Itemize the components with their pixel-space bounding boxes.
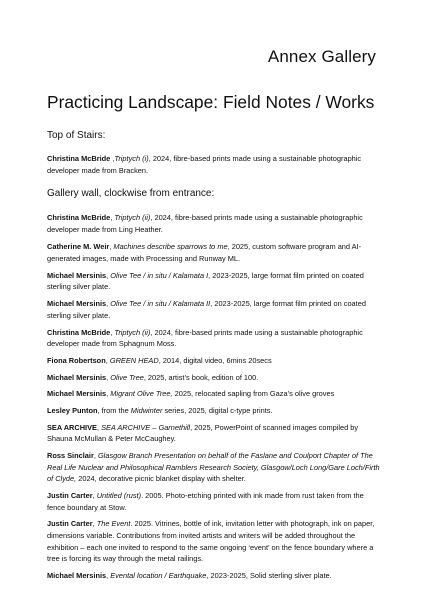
artist-name: SEA ARCHIVE: [47, 422, 97, 432]
exhibit-entry: [47, 405, 381, 417]
work-details: , 2025, artist’s book, edition of 100.: [143, 372, 259, 382]
artist-name: Justin Carter: [47, 491, 93, 501]
work-details: , 2025, PowerPoint of scanned images compiled by Shauna McMullan & Peter McCaughey.: [47, 422, 359, 444]
entry-list-stairs: [47, 153, 381, 176]
exhibit-entry: [47, 570, 381, 582]
artist-name: Fiona Robertson: [47, 356, 106, 366]
entry-separator: ,: [109, 242, 114, 252]
exhibit-entry: [47, 153, 381, 176]
work-title: Triptych (ii): [114, 213, 151, 222]
entry-separator: ,: [110, 154, 115, 163]
exhibit-entry: [47, 298, 381, 321]
entry-separator: ,: [92, 491, 97, 501]
work-details: , 2023-2025, large format film printed on coated sterling silver plate.: [47, 270, 364, 292]
entry-list-gallery-wall: [47, 212, 381, 581]
work-title: Untitled (rust): [96, 491, 142, 501]
entry-separator: ,: [92, 519, 97, 529]
work-details: 2025, relocated sapling from Gaza’s olive groves: [172, 389, 335, 399]
work-title: Olive Tee / in situ / Kalamata II: [110, 299, 211, 309]
work-details: , 2023-2025, Solid sterling sliver plate.: [206, 570, 332, 580]
work-title: Triptych (ii): [114, 327, 151, 337]
work-title: Migrant Olive Tree,: [110, 389, 173, 399]
entry-separator: ,: [106, 299, 111, 309]
work-details: . 2025. Vitrines, bottle of ink, invitation letter with photograph, ink on paper, dimensions variable. Contributions from invited artists and writers will be added throughout the exhibition – each one invited to respond to the same ongoing ‘event’ on the fence boundary where a tree is forcing its way through the metal railings.: [47, 519, 375, 564]
artist-name: Michael Mersinis: [47, 570, 107, 580]
work-title: Olive Tee / in situ / Kalamata I: [110, 270, 209, 280]
work-details: . 2005. Photo-etching printed with ink made from rust taken from the fence boundary at Stow.: [47, 491, 364, 512]
work-title: Olive Tree: [110, 372, 144, 382]
artist-name: Michael Mersinis: [47, 299, 107, 309]
exhibit-entry: [47, 327, 381, 350]
artist-name: Christina McBride: [47, 327, 111, 337]
entry-separator: ,: [93, 451, 98, 461]
work-title: Glasgow Branch Presentation on behalf of the Faslane and Coulport Chapter of The Real Life Nuclear and Philosophical Ramblers Research Society, Glasgow/Loch Long/Gare Loch/Firth of Clyde,: [47, 451, 380, 484]
work-title: The Event: [96, 519, 131, 529]
exhibit-entry: [47, 270, 381, 293]
work-title: Evental location / Earthquake: [110, 570, 207, 580]
gallery-name: Annex Gallery: [267, 47, 376, 66]
exhibit-entry: [47, 212, 381, 235]
entry-separator: ,: [106, 270, 111, 280]
work-details: , 2025, custom software program and AI-generated images, made with Processing and Runway ML.: [47, 242, 362, 263]
work-details: , 2014, digital video, 6mins 20secs: [158, 356, 272, 366]
work-details: , 2023-2025, large format film printed on coated sterling silver plate.: [47, 299, 366, 320]
artist-name: Michael Mersinis: [47, 372, 107, 382]
entry-separator: ,: [106, 570, 111, 580]
artist-name: Christina McBride: [47, 213, 111, 222]
section-heading-gallery-wall: Gallery wall, clockwise from entrance:: [47, 188, 215, 199]
artist-name: Justin Carter: [47, 519, 93, 529]
exhibit-entry: [47, 422, 381, 445]
work-title: GREEN HEAD: [109, 356, 159, 366]
entry-separator: ,: [96, 422, 102, 432]
artist-name: Lesley Punton: [47, 406, 98, 416]
artist-name: Catherine M. Weir: [47, 242, 110, 252]
artist-name: Michael Mersinis: [47, 389, 107, 399]
entry-separator: ,: [110, 327, 115, 337]
exhibit-entry: [47, 388, 381, 400]
exhibit-entry: [47, 241, 381, 264]
exhibit-entry: [47, 372, 381, 384]
entry-separator: , from the: [97, 406, 131, 416]
work-title: SEA ARCHIVE – Garnethill: [101, 422, 191, 432]
exhibit-entry: [47, 518, 381, 564]
work-details: 2024, decorative picnic blanket display with shelter.: [76, 474, 246, 484]
artist-name: Christina McBride: [47, 154, 111, 163]
entry-separator: ,: [105, 356, 110, 366]
section-heading-stairs: Top of Stairs:: [47, 130, 106, 141]
entry-separator: ,: [106, 372, 111, 382]
work-title: Triptych (i): [114, 154, 149, 163]
work-title: Midwinter: [130, 406, 163, 416]
artist-name: Ross Sinclair: [47, 451, 94, 461]
work-details: series, 2025, digital c-type prints.: [162, 406, 273, 416]
exhibit-entry: [47, 490, 381, 513]
artist-name: Michael Mersinis: [47, 270, 107, 280]
work-details: , 2024, fibre-based prints made using a sustainable photographic developer made from Ling Heather.: [47, 213, 363, 234]
entry-separator: ,: [110, 213, 115, 222]
exhibit-entry: [47, 355, 381, 367]
work-title: Machines describe sparrows to me: [113, 242, 228, 252]
entry-separator: ,: [106, 389, 111, 399]
work-details: , 2024, fibre-based prints made using a sustainable photographic developer made from Sphagnum Moss.: [47, 327, 363, 349]
exhibit-entry: [47, 450, 381, 485]
page-title: Practicing Landscape: Field Notes / Works: [47, 92, 375, 112]
work-details: , 2024, fibre-based prints made using a sustainable photographic developer made from Bracken.: [47, 154, 362, 175]
